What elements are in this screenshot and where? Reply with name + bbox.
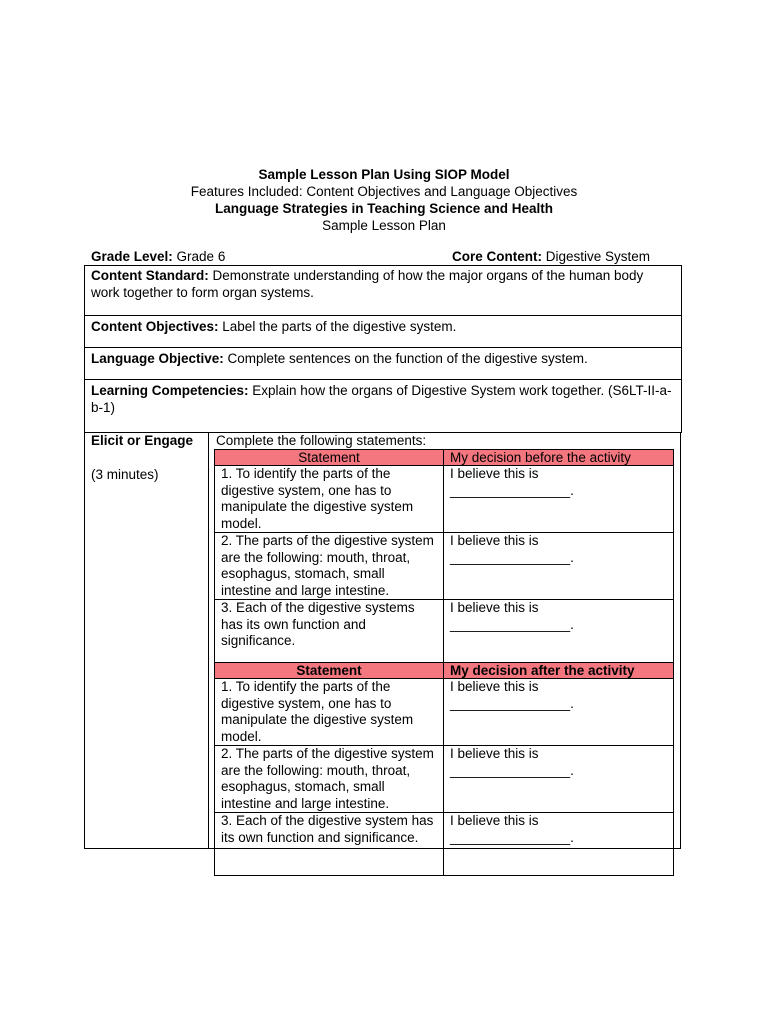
table-row	[215, 813, 674, 876]
content-standard-label: Content Standard:	[91, 268, 209, 283]
statement-cell: 3. Each of the digestive systems has its own function and significance.	[215, 600, 444, 663]
table-row	[215, 746, 674, 813]
decision-prompt: I believe this is	[450, 746, 539, 761]
content-standard-row	[85, 266, 681, 316]
grade-level	[91, 248, 225, 265]
grade-line	[91, 248, 661, 265]
objectives-box	[84, 265, 682, 433]
decision-blank[interactable]: ________________.	[450, 549, 574, 565]
after-header-row	[215, 663, 674, 679]
elicit-instructions: Complete the following statements:	[216, 433, 427, 448]
decision-after-header: My decision after the activity	[444, 663, 674, 679]
language-objective-row	[85, 348, 681, 380]
decision-cell[interactable]	[444, 466, 674, 533]
table-row	[215, 600, 674, 663]
table-row	[215, 679, 674, 746]
plan-label: Sample Lesson Plan	[322, 218, 446, 233]
decision-blank[interactable]: ________________.	[450, 762, 574, 778]
decision-prompt: I believe this is	[450, 600, 539, 615]
table-row	[215, 466, 674, 533]
statement-cell: 2. The parts of the digestive system are the following: mouth, throat, esophagus, stomach, small intestine and large intestine.	[215, 533, 444, 600]
core-content-label: Core Content:	[452, 249, 542, 264]
document-subtitle: Language Strategies in Teaching Science and Health	[214, 201, 554, 216]
statement-cell: 2. The parts of the digestive system are the following: mouth, throat, esophagus, stomach, small intestine and large intestine.	[215, 746, 444, 813]
learning-competencies-row	[85, 380, 681, 434]
decision-prompt: I believe this is	[450, 466, 539, 481]
language-objective-label: Language Objective:	[91, 351, 224, 366]
grade-level-value: Grade 6	[172, 249, 226, 264]
features-line: Features Included: Content Objectives and Language Objectives	[190, 184, 578, 199]
statement-cell: 1. To identify the parts of the digestive system, one has to manipulate the digestive system model.	[215, 679, 444, 746]
statement-cell: 3. Each of the digestive system has its own function and significance.	[215, 813, 444, 876]
statement-cell: 1. To identify the parts of the digestive system, one has to manipulate the digestive system model.	[215, 466, 444, 533]
language-objective-text: Complete sentences on the function of the digestive system.	[223, 351, 588, 366]
decision-prompt: I believe this is	[450, 533, 539, 548]
stage-name: Elicit or Engage	[91, 433, 194, 448]
decision-blank[interactable]: ________________.	[450, 829, 574, 845]
content-objectives-label: Content Objectives:	[91, 319, 219, 334]
elicit-section	[84, 432, 681, 849]
content-objectives-row	[85, 316, 681, 348]
decision-prompt: I believe this is	[450, 813, 539, 828]
learning-competencies-label: Learning Competencies:	[91, 383, 249, 398]
decision-blank[interactable]: ________________.	[450, 482, 574, 498]
decision-before-header: My decision before the activity	[444, 450, 674, 466]
grade-level-label: Grade Level:	[91, 249, 173, 264]
learning-competencies-text: Explain how the organs of Digestive System work together. (S6LT-II-a-b-1)	[91, 383, 672, 415]
stage-duration: (3 minutes)	[91, 467, 159, 482]
decision-prompt: I believe this is	[450, 679, 539, 694]
statement-header: Statement	[215, 663, 444, 679]
content-standard-text: Demonstrate understanding of how the major organs of the human body work together to form organ systems.	[91, 268, 644, 300]
decision-cell[interactable]	[444, 679, 674, 746]
elicit-stage-column	[85, 432, 209, 848]
document-header	[0, 166, 768, 234]
decision-blank[interactable]: ________________.	[450, 616, 574, 632]
before-header-row	[215, 450, 674, 466]
core-content	[452, 248, 650, 265]
decision-cell[interactable]	[444, 746, 674, 813]
core-content-value: Digestive System	[542, 249, 651, 264]
content-objectives-text: Label the parts of the digestive system.	[218, 319, 457, 334]
decision-blank[interactable]: ________________.	[450, 695, 574, 711]
statement-header: Statement	[215, 450, 444, 466]
document-title: Sample Lesson Plan Using SIOP Model	[258, 167, 510, 182]
statements-table	[214, 449, 674, 876]
table-row	[215, 533, 674, 600]
decision-cell[interactable]	[444, 533, 674, 600]
decision-cell[interactable]	[444, 600, 674, 663]
decision-cell[interactable]	[444, 813, 674, 876]
